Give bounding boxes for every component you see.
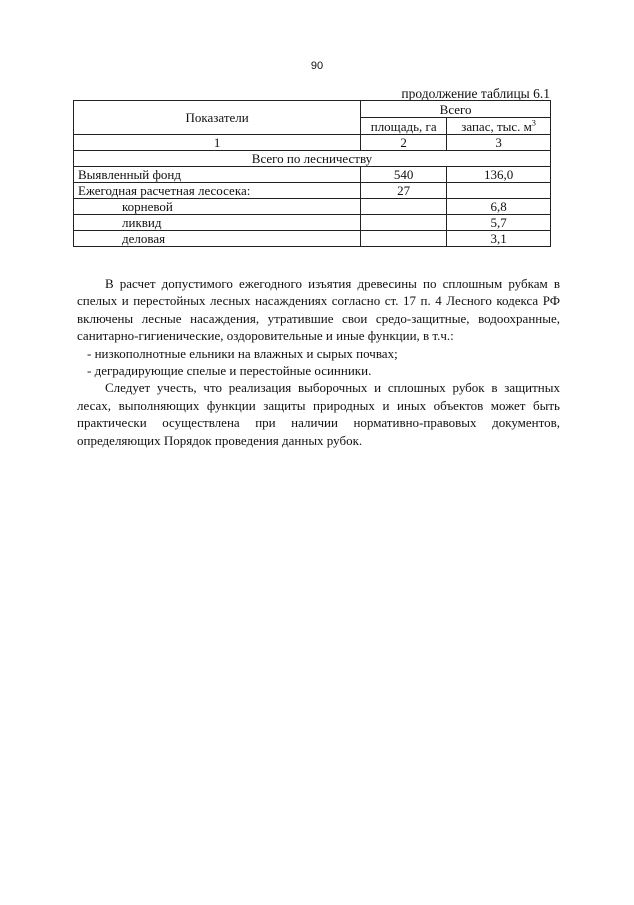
column-number-cell: 2	[361, 135, 447, 151]
table-row	[74, 231, 551, 247]
header-indicators: Показатели	[74, 101, 361, 135]
row-area	[361, 215, 447, 231]
row-stock: 3,1	[447, 231, 551, 247]
section-title: Всего по лесничеству	[74, 151, 551, 167]
row-stock: 6,8	[447, 199, 551, 215]
column-number-cell: 3	[447, 135, 551, 151]
row-area	[361, 199, 447, 215]
row-name: деловая	[74, 231, 361, 247]
bullet-item: - деградирующие спелые и перестойные осинники.	[87, 363, 372, 379]
row-name: Ежегодная расчетная лесосека:	[74, 183, 361, 199]
paragraph: В расчет допустимого ежегодного изъятия древесины по сплошным рубкам в спелых и перестойных лесных насаждениях согласно ст. 17 п. 4 Лесного кодекса РФ включены лесные насаждения, утратившие свои средо-защитные, водоохранные, санитарно-гигиенические, оздоровительные и иные функции, в т.ч.:	[77, 276, 560, 344]
header-area: площадь, га	[361, 118, 447, 135]
column-number-cell: 1	[74, 135, 361, 151]
row-area: 540	[361, 167, 447, 183]
forest-fund-table	[73, 100, 551, 247]
table-row	[74, 183, 551, 199]
body-text	[77, 275, 560, 449]
table-row	[74, 167, 551, 183]
row-name: ликвид	[74, 215, 361, 231]
header-stock-label: запас, тыс. м	[461, 118, 532, 134]
column-number-row	[74, 135, 551, 151]
header-total: Всего	[361, 101, 551, 118]
table-caption: продолжение таблицы 6.1	[401, 86, 550, 101]
row-name: корневой	[74, 199, 361, 215]
table-header-row	[74, 101, 551, 118]
row-name: Выявленный фонд	[74, 167, 361, 183]
header-stock-superscript: 3	[531, 118, 536, 128]
row-stock: 136,0	[447, 167, 551, 183]
row-area	[361, 231, 447, 247]
section-title-row	[74, 151, 551, 167]
header-stock	[447, 118, 551, 135]
table-row	[74, 215, 551, 231]
row-stock: 5,7	[447, 215, 551, 231]
page-number: 90	[310, 60, 324, 72]
bullet-item: - низкополнотные ельники на влажных и сырых почвах;	[87, 345, 398, 361]
row-stock	[447, 183, 551, 199]
row-area: 27	[361, 183, 447, 199]
table-row	[74, 199, 551, 215]
paragraph: Следует учесть, что реализация выборочных и сплошных рубок в защитных лесах, выполняющих функции защиты природных и иных объектов может быть практически осуществлена при наличии нормативно-правовых документов, определяющих Порядок проведения данных рубок.	[77, 380, 560, 448]
